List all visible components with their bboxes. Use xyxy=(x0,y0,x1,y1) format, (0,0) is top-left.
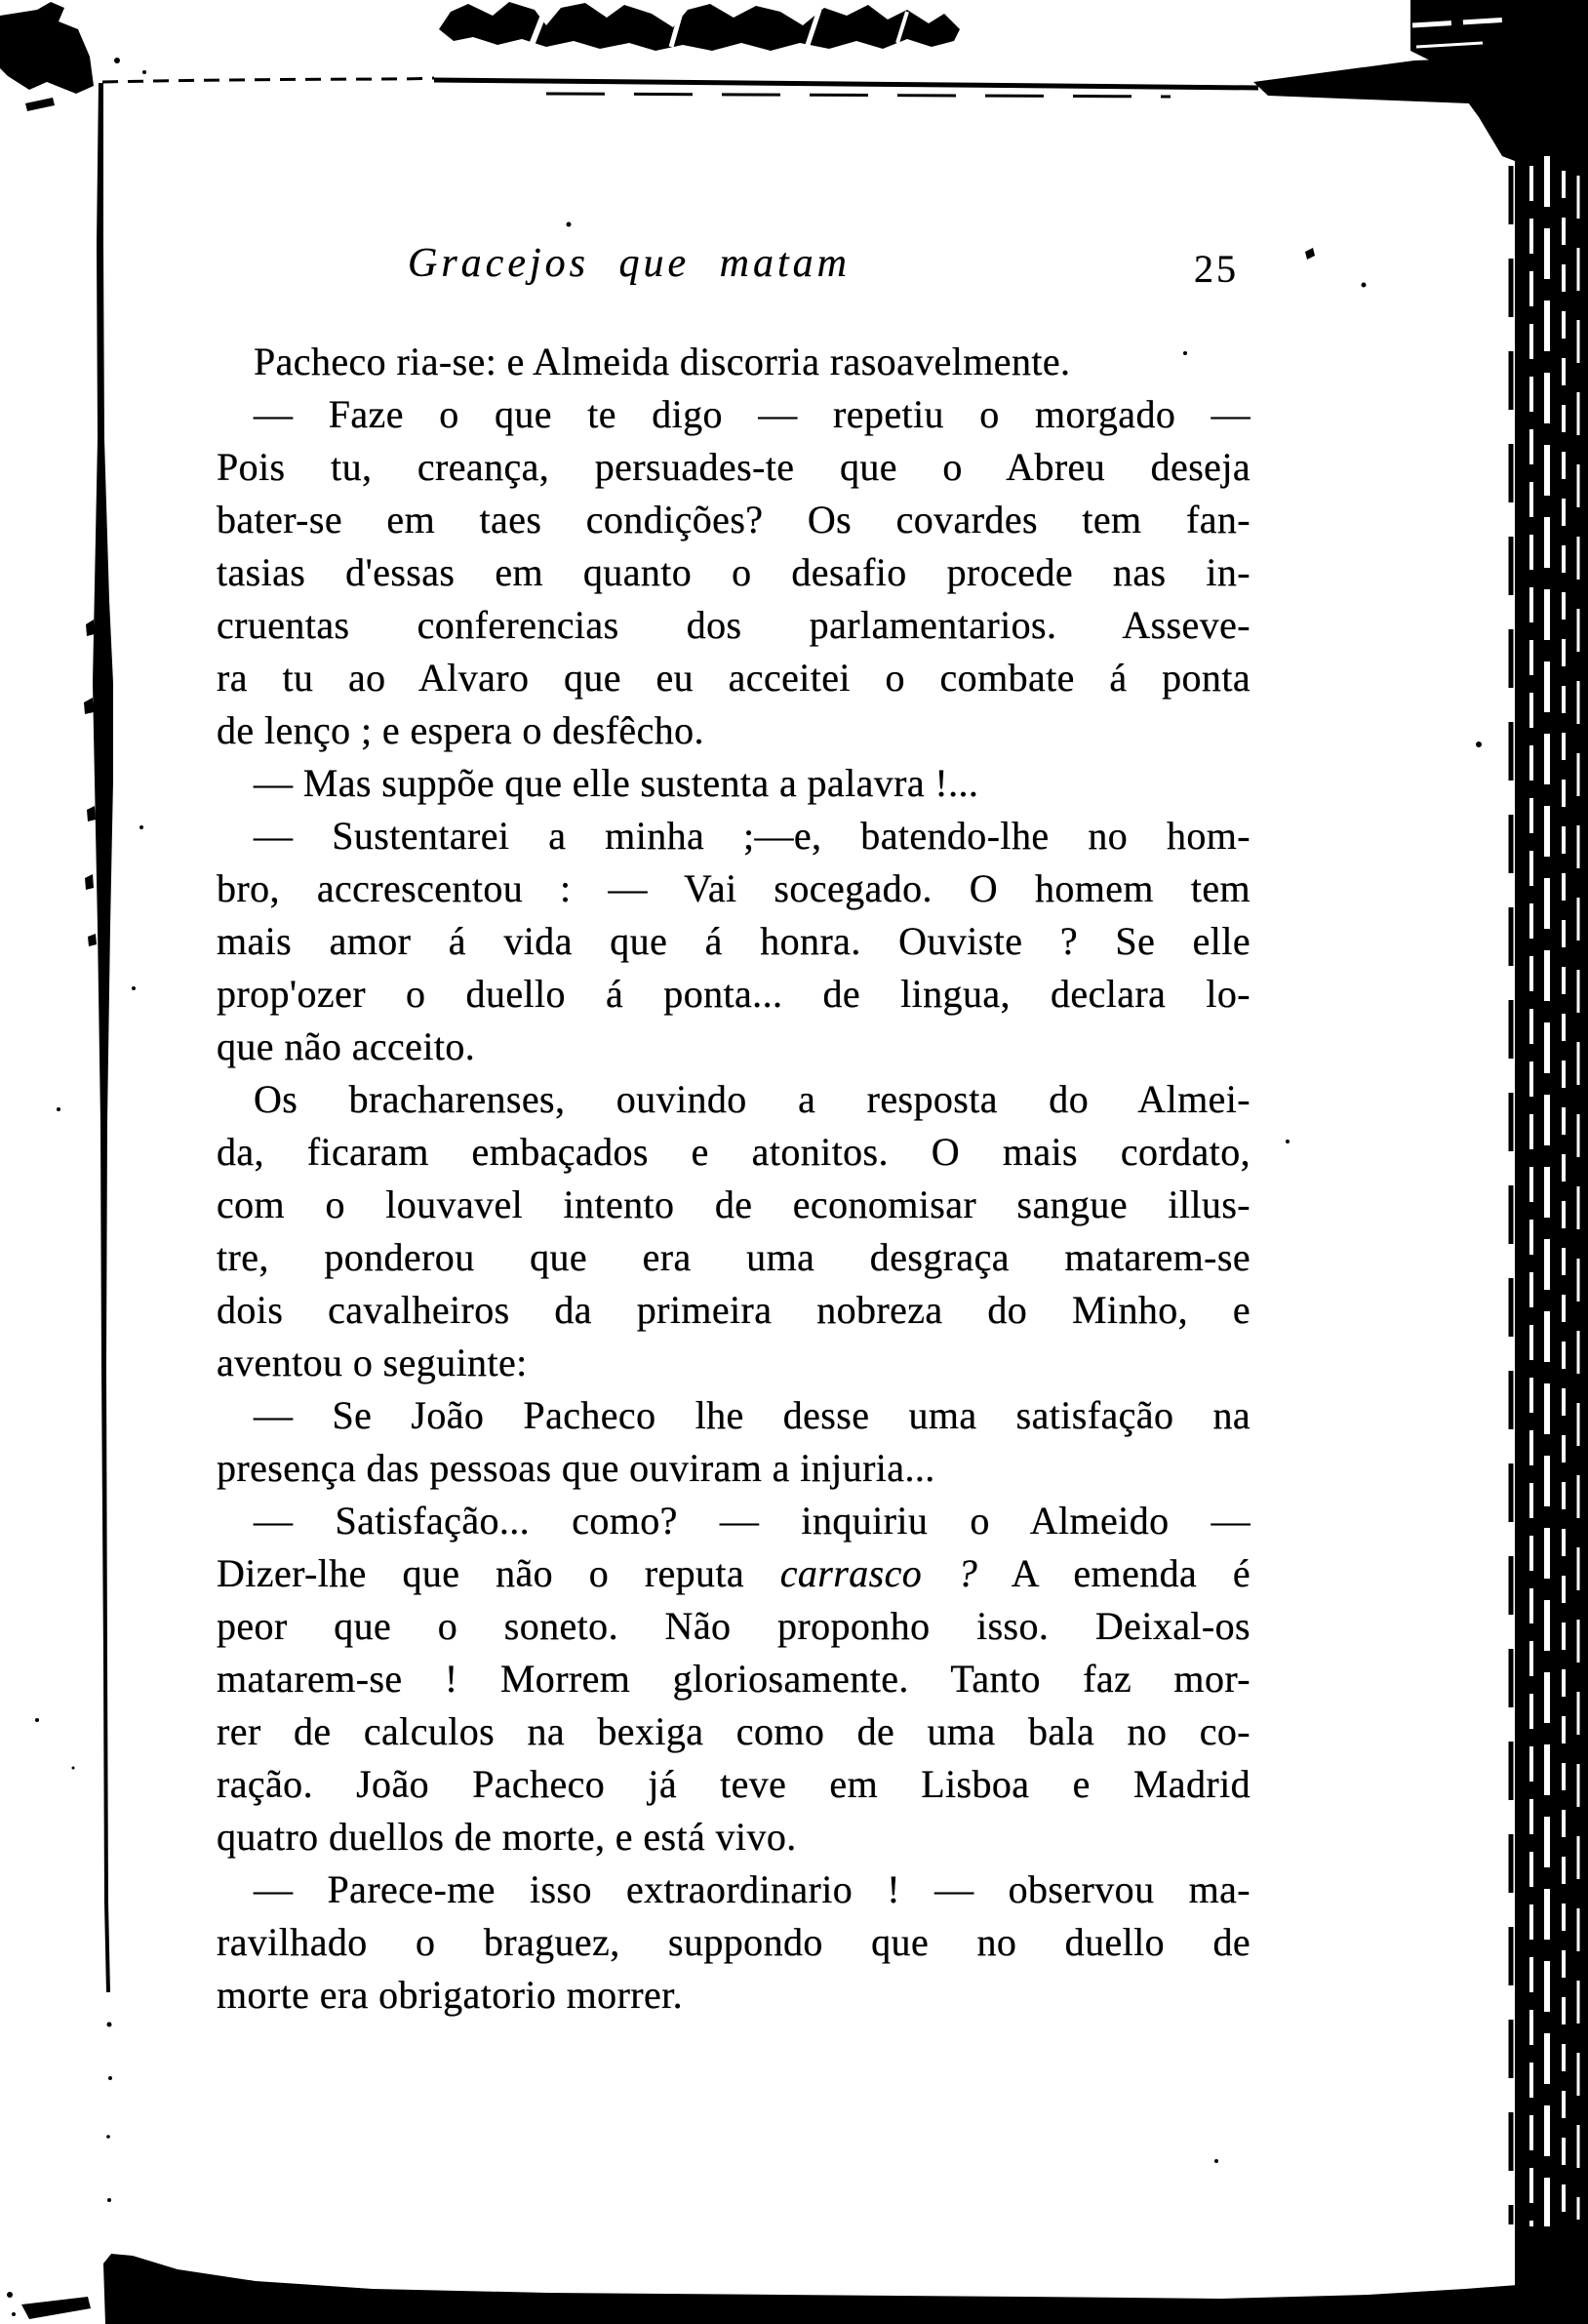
body-line xyxy=(217,1600,1251,1653)
speck xyxy=(1476,741,1482,747)
bottom-band xyxy=(103,2254,1588,2324)
body-line xyxy=(217,968,1251,1021)
speck xyxy=(139,825,143,829)
body-line xyxy=(217,1389,1251,1442)
body-line xyxy=(217,1547,1251,1600)
text-run: tre, ponderou que era uma desgraça matarem-se xyxy=(217,1235,1251,1279)
body-line xyxy=(217,1758,1251,1811)
top-rule-solid xyxy=(434,80,1258,88)
text-run: de lenço ; e espera o desfêcho. xyxy=(217,708,704,752)
text-run: cruentas conferencias dos parlamentarios. Asseve- xyxy=(217,603,1251,647)
binding-dot xyxy=(108,2076,112,2080)
speck xyxy=(1305,248,1315,260)
body-line xyxy=(217,1179,1251,1231)
text-run: peor que o soneto. Não proponho isso. Deixal-os xyxy=(217,1604,1251,1648)
speck xyxy=(132,986,136,990)
body-line xyxy=(217,336,1251,388)
text-run: ração. João Pacheco já teve em Lisboa e Madrid xyxy=(217,1762,1251,1806)
running-title: Gracejos que matam xyxy=(408,241,851,286)
bottom-left-sliver xyxy=(21,2297,91,2319)
left-binding-line xyxy=(93,83,113,1992)
body-line xyxy=(217,1284,1251,1337)
speck xyxy=(12,2312,16,2316)
text-run: — Parece-me isso extraordinario ! — observou ma- xyxy=(254,1867,1251,1911)
text-run: que não acceito. xyxy=(217,1024,476,1068)
speck xyxy=(1214,2159,1218,2163)
text-run: tasias d'essas em quanto o desafio procede nas in- xyxy=(217,550,1251,594)
speck xyxy=(57,1107,60,1111)
binding-fuzz xyxy=(86,620,95,636)
binding-fuzz xyxy=(87,806,96,821)
text-run: morte era obrigatorio morrer. xyxy=(217,1973,684,2017)
top-rule-dotted xyxy=(102,78,434,82)
text-run: dois cavalheiros da primeira nobreza do Minho, e xyxy=(217,1288,1251,1332)
body-line xyxy=(217,1969,1251,2022)
text-run: Pois tu, creança, persuades-te que o Abreu deseja xyxy=(217,445,1251,489)
speck xyxy=(35,1718,39,1722)
text-run: da, ficaram embaçados e atonitos. O mais cordato, xyxy=(217,1130,1251,1174)
text-run: bro, accrescentou : — Vai socegado. O homem tem xyxy=(217,866,1251,910)
binding-fuzz xyxy=(88,934,97,946)
italic-text-run: carrasco ? xyxy=(779,1551,978,1595)
page-number: 25 xyxy=(1194,247,1239,291)
body-line xyxy=(217,1126,1251,1179)
text-run: ra tu ao Alvaro que eu acceitei o combate á ponta xyxy=(217,656,1251,700)
text-run: — Faze o que te digo — repetiu o morgado — xyxy=(254,392,1251,436)
body-line xyxy=(217,388,1251,441)
body-line xyxy=(217,757,1251,810)
text-run: — Se João Pacheco lhe desse uma satisfação na xyxy=(254,1393,1251,1437)
text-run: — Sustentarei a minha ;—e, batendo-lhe no hom- xyxy=(254,814,1251,858)
text-run: aventou o seguinte: xyxy=(217,1341,528,1384)
text-run: Pacheco ria-se: e Almeida discorria rasoavelmente. xyxy=(254,340,1071,383)
body-line xyxy=(217,441,1251,494)
text-run: Os bracharenses, ouvindo a resposta do Almei- xyxy=(254,1077,1251,1121)
top-left-dash xyxy=(25,98,55,111)
text-run: quatro duellos de morte, e está vivo. xyxy=(217,1815,797,1859)
body-line xyxy=(217,1811,1251,1863)
speck xyxy=(114,58,120,63)
speck xyxy=(7,2292,13,2298)
speck xyxy=(142,70,146,74)
body-line xyxy=(217,1231,1251,1284)
binding-dot xyxy=(107,2198,111,2202)
text-run: A emenda é xyxy=(977,1551,1251,1595)
speck xyxy=(567,222,572,227)
body-line xyxy=(217,652,1251,704)
text-run: Dizer-lhe que não o reputa xyxy=(217,1551,780,1595)
body-line xyxy=(217,599,1251,652)
text-run: — Satisfação... como? — inquiriu o Almeido — xyxy=(254,1499,1251,1543)
body-line xyxy=(217,1442,1251,1495)
text-run: bater-se em taes condições? Os covardes tem fan- xyxy=(217,498,1251,541)
body-line xyxy=(217,862,1251,915)
body-line xyxy=(217,1073,1251,1126)
text-run: presença das pessoas que ouviram a injuria... xyxy=(217,1446,935,1490)
body-line xyxy=(217,546,1251,599)
body-line xyxy=(217,1653,1251,1705)
binding-dot xyxy=(107,2023,112,2027)
binding-fuzz xyxy=(84,698,94,714)
body-line xyxy=(217,1705,1251,1758)
speck xyxy=(72,1767,75,1770)
text-run: prop'ozer o duello á ponta... de lingua, declara lo- xyxy=(217,972,1251,1016)
text-run: ravilhado o braguez, suppondo que no duello de xyxy=(217,1920,1251,1964)
top-left-blot xyxy=(0,2,94,94)
text-block xyxy=(217,336,1251,2022)
body-line xyxy=(217,1021,1251,1073)
binding-dot xyxy=(106,2135,110,2139)
body-line xyxy=(217,494,1251,546)
text-run: mais amor á vida que á honra. Ouviste ? Se elle xyxy=(217,919,1251,963)
top-rule-under xyxy=(546,94,1171,97)
binding-fuzz xyxy=(85,874,94,890)
text-run: — Mas suppõe que elle sustenta a palavra !... xyxy=(254,761,979,805)
body-line xyxy=(217,915,1251,968)
text-run: com o louvavel intento de economisar sangue illus- xyxy=(217,1182,1251,1226)
body-line xyxy=(217,1495,1251,1547)
speck xyxy=(1362,283,1367,288)
text-run: rer de calculos na bexiga como de uma bala no co- xyxy=(217,1709,1251,1753)
body-line xyxy=(217,704,1251,757)
text-run: matarem-se ! Morrem gloriosamente. Tanto faz mor- xyxy=(217,1657,1251,1701)
page-header xyxy=(217,240,1251,302)
body-line xyxy=(217,1337,1251,1389)
speck xyxy=(1286,1140,1290,1143)
body-line xyxy=(217,1916,1251,1969)
body-line xyxy=(217,810,1251,862)
body-line xyxy=(217,1863,1251,1916)
top-ink-blot xyxy=(439,2,960,51)
